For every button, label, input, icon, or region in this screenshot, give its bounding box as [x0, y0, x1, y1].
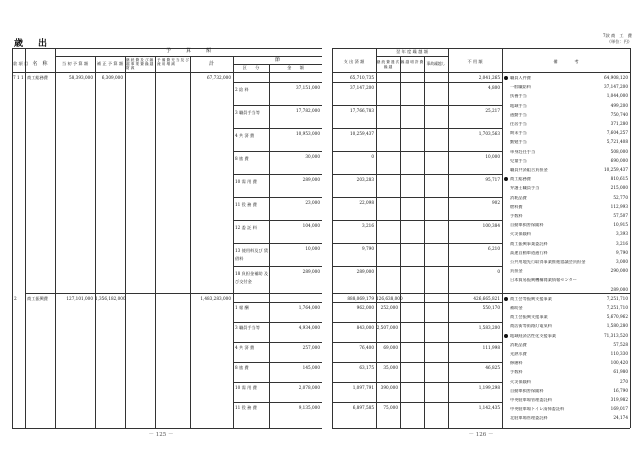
note-heading: [504, 76, 584, 80]
note-amount: 57,528: [613, 341, 628, 347]
name-header: 名 称: [32, 61, 48, 67]
yokugetsu-value: 2,507,000: [376, 325, 398, 330]
note-amount: 3,393: [616, 231, 628, 237]
bullet-dot-icon: [504, 297, 508, 301]
shishutsu-value: 0: [371, 154, 374, 159]
setsu-amount: 2,078,000: [298, 385, 320, 390]
note-text: 自動車損害保険料: [510, 388, 544, 393]
note-text: 消耗品費: [510, 195, 527, 200]
note-item: [504, 140, 590, 144]
note-item: [504, 205, 590, 209]
note-text: 商工会等振興支援事業: [510, 296, 552, 301]
corner-unit: （単位：円）: [606, 39, 632, 44]
note-item: [504, 159, 590, 163]
note-amount: 5,721,408: [606, 139, 628, 145]
note-text: 補助金: [510, 306, 523, 310]
setsu-kubun: 10 需 用 費: [235, 179, 257, 184]
note-text: 中央駐車場管理委託料: [510, 398, 552, 402]
fuyou-value: 0: [497, 269, 500, 274]
note-amount: 7,604,257: [606, 130, 628, 136]
setsu-header: 節: [274, 57, 280, 63]
setsu-amount: 9,135,000: [298, 405, 320, 410]
setsu-kubun: 1 報 酬: [235, 305, 249, 310]
setsu-kubun: 4 共 済 費: [235, 345, 255, 350]
setsu-kubun: 12 委 託 料: [235, 225, 257, 230]
biko-header: 備 考: [553, 59, 579, 64]
block1-code: 7 1 1: [13, 75, 24, 80]
setsu-kubun: 11 役 務 費: [235, 202, 257, 207]
setsu-amount: 17,782,000: [296, 108, 320, 113]
note-amount: 1,580,280: [606, 323, 628, 329]
note-item: [504, 370, 590, 374]
note-item: [504, 94, 590, 98]
right-page: [322, 0, 640, 453]
page-number-left: － 125 －: [148, 432, 174, 438]
note-item: [504, 104, 590, 108]
note-text: 光熱水費: [510, 352, 527, 356]
note-text: 商工振興事業委託料: [510, 241, 548, 246]
carry-header: 継 続 費 及 び 繰 越 事 業 費 繰 越 財 源: [126, 58, 154, 70]
yokugetsu-value: 126,638,000: [376, 296, 403, 301]
shishutsu-header: 支 出 済 額: [343, 59, 365, 64]
shishutsu-value: 9,790: [362, 246, 374, 251]
note-text: 地域経済活性化支援事業: [510, 333, 557, 338]
note-item: [504, 131, 590, 135]
setsu-kubun: 8 旅 費: [235, 365, 249, 370]
shishutsu-value: 10,259,437: [350, 131, 374, 136]
shishutsu-value: 76,400: [359, 345, 374, 350]
note-text: 勤勉手当: [510, 140, 527, 145]
setsu-kubun: 4 共 済 費: [235, 133, 255, 138]
note-text: 商工会振興支援事業: [510, 315, 548, 320]
note-item: [504, 407, 590, 411]
fuyou-value: 1,199,298: [478, 385, 500, 390]
shishutsu-value: 3,216: [362, 223, 374, 228]
fuyou-value: 2,041,265: [478, 75, 500, 80]
note-amount: 215,000: [610, 185, 628, 191]
bullet-dot-icon: [504, 334, 508, 338]
note-amount: 1,044,000: [606, 93, 628, 99]
note-amount: 5,670,962: [606, 314, 628, 320]
note-amount: 16,790: [613, 387, 628, 393]
note-text: 日本貿易振興機構商業情報センター: [510, 278, 577, 283]
note-item: [504, 343, 590, 347]
note-text: 商店街等街路灯電気料: [510, 324, 552, 329]
setsu-amount: 10,953,000: [296, 131, 320, 136]
note-amount: 499,200: [610, 102, 628, 108]
shishutsu-value: 63,175: [359, 365, 374, 370]
note-item: [504, 232, 590, 236]
shishutsu-value: 65,710,735: [350, 75, 374, 80]
note-text: 火災保険料: [510, 232, 531, 237]
note-item: [504, 416, 590, 420]
setsu-amount: 23,000: [305, 200, 320, 205]
block2-name: 商工振興費: [27, 296, 48, 301]
note-item: [504, 196, 590, 200]
block1-budget: 58,393,000: [69, 75, 93, 80]
setsu-kubun: 18 負担金補助 及び交付金: [235, 271, 269, 284]
shishutsu-value: 37,147,200: [350, 85, 374, 90]
note-amount: 319,982: [610, 397, 628, 402]
note-text: 扶養手当: [510, 94, 527, 99]
shishutsu-value: 843,000: [356, 325, 374, 330]
block1-name: 商工総務費: [27, 75, 48, 80]
fuyou-value: 95,717: [485, 177, 500, 182]
note-text: 高速自動車道通行料: [510, 250, 548, 255]
fuyou-value: 100,384: [482, 223, 500, 228]
setsu-kubun: 3 職員手当等: [235, 110, 260, 115]
note-text: 手数料: [510, 214, 523, 218]
note-text: 一般職給料: [510, 85, 531, 90]
note-amount: 508,000: [610, 148, 628, 154]
note-item: [504, 315, 590, 319]
shishutsu-value: 289,000: [356, 269, 374, 274]
setsu-amount: 289,000: [302, 269, 320, 274]
note-amount: 169,017: [610, 406, 628, 412]
total-header: 計: [208, 61, 214, 67]
yokugetsu-value: 75,000: [383, 405, 398, 410]
note-amount: 289,000: [610, 286, 628, 292]
note-text: 消耗品費: [510, 342, 527, 347]
note-amount: 7,251,710: [606, 305, 628, 310]
setsu-amount: 30,000: [305, 154, 320, 159]
note-item: [504, 113, 590, 117]
budget-prev-header: 当 初 予 算 額: [61, 61, 89, 66]
reserve-header: 予 備 費 充 当 及 び 流 用 増 減: [157, 58, 190, 66]
budget-add-header: 補 正 予 算 額: [96, 61, 124, 66]
note-amount: 61,980: [613, 369, 628, 375]
keizoku-header: 継 続 費 逓 次 繰 越: [376, 60, 400, 69]
setsu-amount: 37,151,000: [296, 85, 320, 90]
setsu-amount: 1,764,000: [298, 305, 320, 310]
jiko-header: 事故繰越し: [426, 61, 446, 66]
setsu-kubun: 2 給 料: [235, 87, 249, 92]
fuyou-value: 25,217: [485, 108, 500, 113]
note-text: 火災保険料: [510, 379, 531, 384]
note-item: [504, 150, 590, 154]
note-text: 地域手当: [510, 103, 527, 108]
note-heading: [504, 177, 584, 181]
note-amount: 110,330: [610, 351, 628, 356]
note-text: 手数料: [510, 370, 523, 375]
setsu-kubun: 3 職員手当等: [235, 325, 260, 330]
fuyou-value: 111,998: [482, 345, 500, 350]
setsu-kubun: 13 使用料及び 賃借料: [235, 248, 269, 261]
section-title: 歳 出: [14, 39, 51, 49]
note-item: [504, 186, 590, 190]
note-item: [504, 260, 590, 264]
note-item: [504, 85, 590, 89]
budget-header: 予 算 額: [165, 48, 211, 54]
yokugetsu-value: 35,000: [383, 365, 398, 370]
note-amount: 690,000: [610, 157, 628, 163]
note-amount: 270: [620, 378, 628, 384]
note-amount: 100,420: [610, 360, 628, 366]
fuyou-value: 6,210: [488, 246, 500, 251]
note-text: 職員人件費: [510, 76, 531, 80]
yokugetsu-value: 252,000: [380, 305, 398, 310]
note-amount: 71,313,520: [604, 332, 628, 338]
setsu-amount-header: 金 額: [287, 65, 304, 70]
note-amount: 810,615: [610, 176, 628, 182]
shishutsu-value: 6,897,585: [352, 405, 374, 410]
note-item: [504, 168, 590, 172]
yokugetsu-value: 390,000: [380, 385, 398, 390]
fuyou-value: 902: [492, 200, 500, 205]
fuyou-value: 1,703,563: [478, 131, 500, 136]
block1-total: 67,732,000: [207, 75, 231, 80]
setsu-amount: 145,000: [302, 365, 320, 370]
note-item: [504, 398, 590, 402]
note-item: [504, 389, 590, 393]
note-amount: 37,147,200: [604, 84, 628, 90]
note-text: 住居手当: [510, 122, 527, 126]
note-text: 弁護士職員手当: [510, 186, 540, 191]
setsu-kubun: 8 旅 費: [235, 156, 249, 161]
note-text: 自動車損害保険料: [510, 223, 544, 228]
note-amount: 112,993: [610, 203, 628, 209]
note-text: 修繕料: [510, 361, 523, 366]
note-item: [504, 122, 590, 126]
block2-budget: 127,101,000: [66, 296, 93, 301]
fuyou-value: 1,142,435: [478, 405, 500, 410]
shishutsu-value: 203,283: [356, 177, 374, 182]
note-amount: 3,216: [616, 240, 628, 246]
setsu-amount: 104,000: [302, 223, 320, 228]
block1-hosei: 6,309,000: [101, 75, 123, 80]
note-text: 北駐車場管理委託料: [510, 416, 548, 421]
fuyou-value: 4,800: [488, 85, 500, 90]
shishutsu-value: 962,000: [356, 305, 374, 310]
fuyou-value: 1,583,200: [478, 325, 500, 330]
note-text: 燃料費: [510, 204, 523, 209]
note-item: [504, 251, 590, 255]
note-amount: 64,908,120: [604, 75, 628, 80]
meikyo-header: 繰 越 明 許 費: [400, 60, 424, 64]
note-amount: 10,915: [613, 222, 628, 228]
shishutsu-value: 888,069,179: [347, 296, 374, 301]
note-text: 中央駐車場トイレ清掃委託料: [510, 407, 565, 412]
block2-total: 1,483,283,000: [200, 296, 231, 301]
note-text: 児童手当: [510, 158, 527, 163]
note-heading: [504, 334, 584, 338]
shishutsu-value: 22,098: [359, 200, 374, 205]
note-item: [504, 352, 590, 356]
note-text: 負担金: [510, 269, 523, 274]
note-item: [504, 269, 590, 273]
yokugetsu-value: 69,000: [383, 345, 398, 350]
note-text: 通勤手当: [510, 112, 527, 117]
note-amount: 10,259,437: [604, 167, 628, 172]
note-item: [504, 380, 590, 384]
fuyou-value: 46,825: [485, 365, 500, 370]
note-item: [504, 361, 590, 365]
note-heading: [504, 297, 584, 301]
kan-header: 款 項 目: [13, 61, 29, 66]
setsu-amount: 289,000: [302, 177, 320, 182]
shishutsu-value: 17,766,783: [350, 108, 374, 113]
note-item: [504, 223, 590, 227]
note-amount: 371,280: [610, 121, 628, 126]
note-text: 職員共済組合負担金: [510, 168, 548, 172]
setsu-kubun-header: 区 分: [242, 65, 260, 70]
block2-code: 2: [14, 296, 17, 301]
bullet-dot-icon: [504, 177, 508, 181]
setsu-amount: 4,934,000: [298, 325, 320, 330]
fuyou-value: 426,665,821: [473, 296, 500, 301]
setsu-kubun: 11 役 務 費: [235, 405, 257, 410]
note-amount: 290,000: [610, 268, 628, 274]
note-amount: 7,251,710: [606, 295, 628, 301]
corner-title: 7款 商 工 費: [602, 33, 632, 38]
block2-hosei: 1,356,182,000: [95, 296, 126, 301]
fuyou-header: 不 用 額: [467, 59, 483, 64]
note-text: 商工総務費: [510, 177, 531, 182]
fuyou-value: 10,000: [485, 154, 500, 159]
setsu-amount: 257,000: [302, 345, 320, 350]
note-item: [504, 278, 590, 282]
note-amount: 9,790: [616, 249, 628, 255]
note-item: [504, 242, 590, 246]
note-amount: 750,740: [610, 111, 628, 117]
note-amount: 3,000: [616, 259, 628, 264]
note-text: 公共用地先行取得事業推進協議会負担金: [510, 260, 586, 264]
note-item: [504, 306, 590, 310]
note-item: [504, 214, 590, 218]
page-number-right: － 126 －: [468, 432, 494, 438]
note-amount: 52,770: [613, 194, 628, 200]
yokugetsu-header: 翌 年 度 繰 越 額: [396, 49, 428, 54]
note-text: 期末手当: [510, 131, 527, 136]
setsu-amount: 10,000: [305, 246, 320, 251]
setsu-kubun: 10 需 用 費: [235, 385, 257, 390]
note-amount: 24,174: [613, 415, 628, 421]
note-item: [504, 324, 590, 328]
note-amount: 57,507: [613, 213, 628, 218]
fuyou-value: 550,170: [482, 305, 500, 310]
shishutsu-value: 1,097,791: [352, 385, 374, 390]
bullet-dot-icon: [504, 76, 508, 80]
note-text: 単身赴任手当: [510, 149, 536, 154]
